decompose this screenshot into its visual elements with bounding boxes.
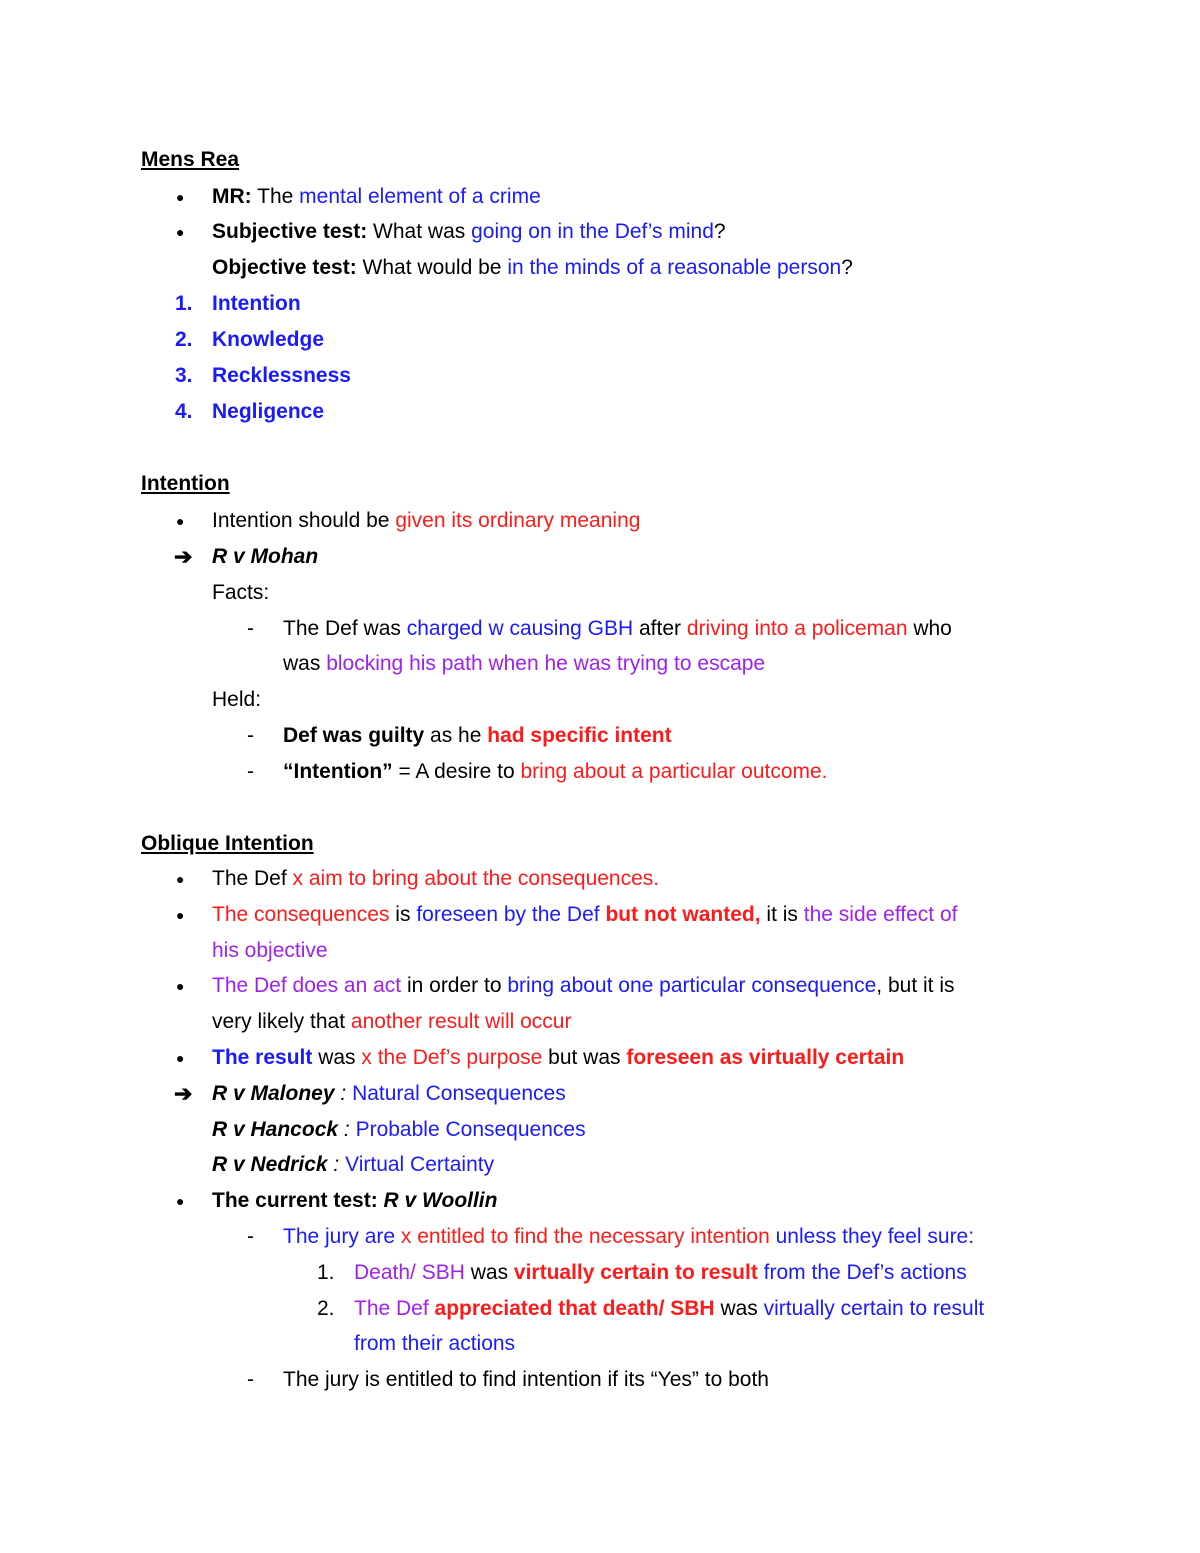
dash-marker: - [247, 760, 254, 783]
text-segment: R v Maloney [212, 1082, 335, 1105]
list-item [0, 1004, 1200, 1040]
text-segment: foreseen as virtually certain [626, 1046, 905, 1069]
line-text [212, 861, 659, 897]
text-segment: = A desire to [392, 760, 521, 783]
list-item [0, 250, 1200, 286]
text-segment: What was [367, 220, 472, 243]
text-segment: , but it is [876, 974, 955, 997]
text-segment: but not wanted, [605, 903, 761, 926]
list-item [0, 179, 1200, 215]
text-segment: ? [713, 220, 726, 243]
text-segment: The [251, 185, 300, 208]
text-segment: blocking his path when he was trying to escape [326, 652, 766, 675]
list-item [0, 718, 1200, 754]
line-text [283, 1362, 769, 1398]
text-segment: in the minds of a reasonable person [507, 256, 842, 279]
list-item [0, 646, 1200, 682]
text-segment: was [464, 1261, 514, 1284]
line-text [212, 503, 640, 539]
text-segment: mental element of a crime [299, 185, 541, 208]
list-item [0, 1147, 1200, 1183]
bullet-marker: ● [176, 1193, 185, 1209]
list-item [0, 754, 1200, 790]
text-segment: MR: [212, 185, 252, 208]
text-segment: virtually certain to result [513, 1261, 758, 1284]
number-marker: 2. [317, 1297, 335, 1320]
text-segment: Recklessness [212, 364, 351, 387]
line-text [283, 1219, 974, 1255]
text-segment: R v Mohan [212, 545, 319, 568]
text-segment: it is [760, 903, 804, 926]
line-text [212, 897, 957, 933]
text-segment: The jury are [283, 1225, 401, 1248]
line-text [212, 575, 269, 611]
text-segment: Held: [212, 688, 262, 711]
text-segment: foreseen by the Def [416, 903, 600, 926]
bullet-marker: ● [176, 1050, 185, 1066]
line-text [212, 322, 324, 358]
list-item [0, 1076, 1200, 1112]
text-segment: x entitled to find the necessary intention [400, 1225, 770, 1248]
text-segment: Death/ SBH [354, 1261, 465, 1284]
heading-mens-rea: Mens Rea [141, 148, 240, 171]
list-item [0, 1183, 1200, 1219]
list-item [0, 575, 1200, 611]
text-segment: Natural Consequences [352, 1082, 566, 1105]
text-segment: What would be [356, 256, 508, 279]
list-item [0, 861, 1200, 897]
arrow-marker: ➔ [174, 1081, 193, 1106]
text-segment: Probable Consequences [355, 1118, 586, 1141]
number-marker: 3. [175, 364, 193, 387]
list-item [0, 1255, 1200, 1291]
text-segment: : [327, 1153, 346, 1176]
list-item [0, 933, 1200, 969]
line-text [212, 1076, 566, 1112]
number-marker: 2. [175, 328, 193, 351]
text-segment: as he [424, 724, 488, 747]
bullet-marker: ● [176, 871, 185, 887]
arrow-marker: ➔ [174, 544, 193, 569]
list-item [0, 214, 1200, 250]
text-segment: The jury is entitled to find intention if its “Yes” to both [283, 1368, 769, 1391]
text-segment: Knowledge [212, 328, 325, 351]
text-segment: bring about one particular consequence [507, 974, 877, 997]
text-segment: was [283, 652, 327, 675]
text-segment: is [389, 903, 417, 926]
dash-marker: - [247, 1368, 254, 1391]
line-text [354, 1326, 515, 1362]
bullet-marker: ● [176, 978, 185, 994]
list-item [0, 539, 1200, 575]
text-segment: charged w causing GBH [406, 617, 634, 640]
text-segment: “Intention” [283, 760, 393, 783]
list-item [0, 1219, 1200, 1255]
dash-marker: - [247, 1225, 254, 1248]
text-segment: Def was guilty [283, 724, 425, 747]
text-segment: The consequences [212, 903, 390, 926]
line-text [212, 214, 726, 250]
text-segment: Intention should be [212, 509, 396, 532]
line-text [212, 1147, 494, 1183]
list-item [0, 286, 1200, 322]
text-segment: but was [542, 1046, 627, 1069]
line-text [212, 250, 853, 286]
text-segment: who [907, 617, 952, 640]
bullet-marker: ● [176, 224, 185, 240]
list-item [0, 1362, 1200, 1398]
heading-oblique-intention: Oblique Intention [141, 832, 314, 855]
number-marker: 1. [317, 1261, 335, 1284]
text-segment: Intention [212, 292, 301, 315]
text-segment: another result will occur [350, 1010, 572, 1033]
text-segment: The Def [212, 867, 293, 890]
bullet-marker: ● [176, 189, 185, 205]
text-segment: The Def [354, 1297, 429, 1320]
line-text [212, 358, 351, 394]
list-item [0, 611, 1200, 647]
text-segment: x the Def’s purpose [361, 1046, 543, 1069]
text-segment: very likely that [212, 1010, 351, 1033]
text-segment: : [334, 1082, 353, 1105]
list-item [0, 682, 1200, 718]
text-segment: Subjective test: [212, 220, 368, 243]
text-segment: in order to [401, 974, 508, 997]
list-item [0, 1112, 1200, 1148]
line-text [212, 682, 261, 718]
text-segment: The current test: [212, 1189, 384, 1212]
text-segment: from their actions [354, 1332, 516, 1355]
text-segment: The Def does an act [212, 974, 402, 997]
text-segment: virtually certain to result [763, 1297, 985, 1320]
dash-marker: - [247, 724, 254, 747]
dash-marker: - [247, 617, 254, 640]
bullet-marker: ● [176, 513, 185, 529]
text-segment: going on in the Def’s mind [471, 220, 714, 243]
number-marker: 4. [175, 400, 193, 423]
list-item [0, 358, 1200, 394]
text-segment: appreciated that death/ SBH [434, 1297, 715, 1320]
text-segment: the side effect of [803, 903, 958, 926]
line-text [283, 611, 952, 647]
line-text [212, 1040, 904, 1076]
line-text [212, 1004, 571, 1040]
line-text [212, 1112, 586, 1148]
text-segment: given its ordinary meaning [395, 509, 641, 532]
heading-intention: Intention [141, 472, 230, 495]
line-text [212, 933, 328, 969]
list-item [0, 968, 1200, 1004]
text-segment: had specific intent [487, 724, 672, 747]
text-segment: unless they feel sure: [769, 1225, 975, 1248]
text-segment: The Def was [283, 617, 407, 640]
text-segment: R v Hancock [212, 1118, 339, 1141]
text-segment: his objective [212, 939, 328, 962]
list-item [0, 1291, 1200, 1327]
bullet-marker: ● [176, 907, 185, 923]
text-segment: after [633, 617, 687, 640]
line-text [283, 646, 765, 682]
line-text [283, 718, 672, 754]
line-text [354, 1255, 967, 1291]
list-item [0, 1326, 1200, 1362]
text-segment: Objective test: [212, 256, 357, 279]
list-item [0, 1040, 1200, 1076]
line-text [212, 968, 955, 1004]
list-item [0, 897, 1200, 933]
line-text [212, 1183, 497, 1219]
text-segment: ? [841, 256, 853, 279]
text-segment: : [338, 1118, 356, 1141]
line-text [212, 394, 324, 430]
text-segment: from the Def’s actions [757, 1261, 967, 1284]
text-segment: driving into a policeman [686, 617, 908, 640]
line-text [212, 286, 301, 322]
text-segment: Facts: [212, 581, 270, 604]
line-text [212, 179, 541, 215]
text-segment: R v Woollin [383, 1189, 498, 1212]
line-text [354, 1291, 984, 1327]
text-segment: bring about a particular outcome. [520, 760, 828, 783]
list-item [0, 503, 1200, 539]
text-segment: x aim to bring about the consequences. [292, 867, 660, 890]
text-segment: Virtual Certainty [345, 1153, 495, 1176]
list-item [0, 394, 1200, 430]
text-segment: R v Nedrick [212, 1153, 328, 1176]
number-marker: 1. [175, 292, 193, 315]
line-text [212, 539, 318, 575]
text-segment: Negligence [212, 400, 325, 423]
text-segment: was [714, 1297, 764, 1320]
list-item [0, 322, 1200, 358]
line-text [283, 754, 828, 790]
text-segment: was [312, 1046, 362, 1069]
text-segment: The result [212, 1046, 313, 1069]
